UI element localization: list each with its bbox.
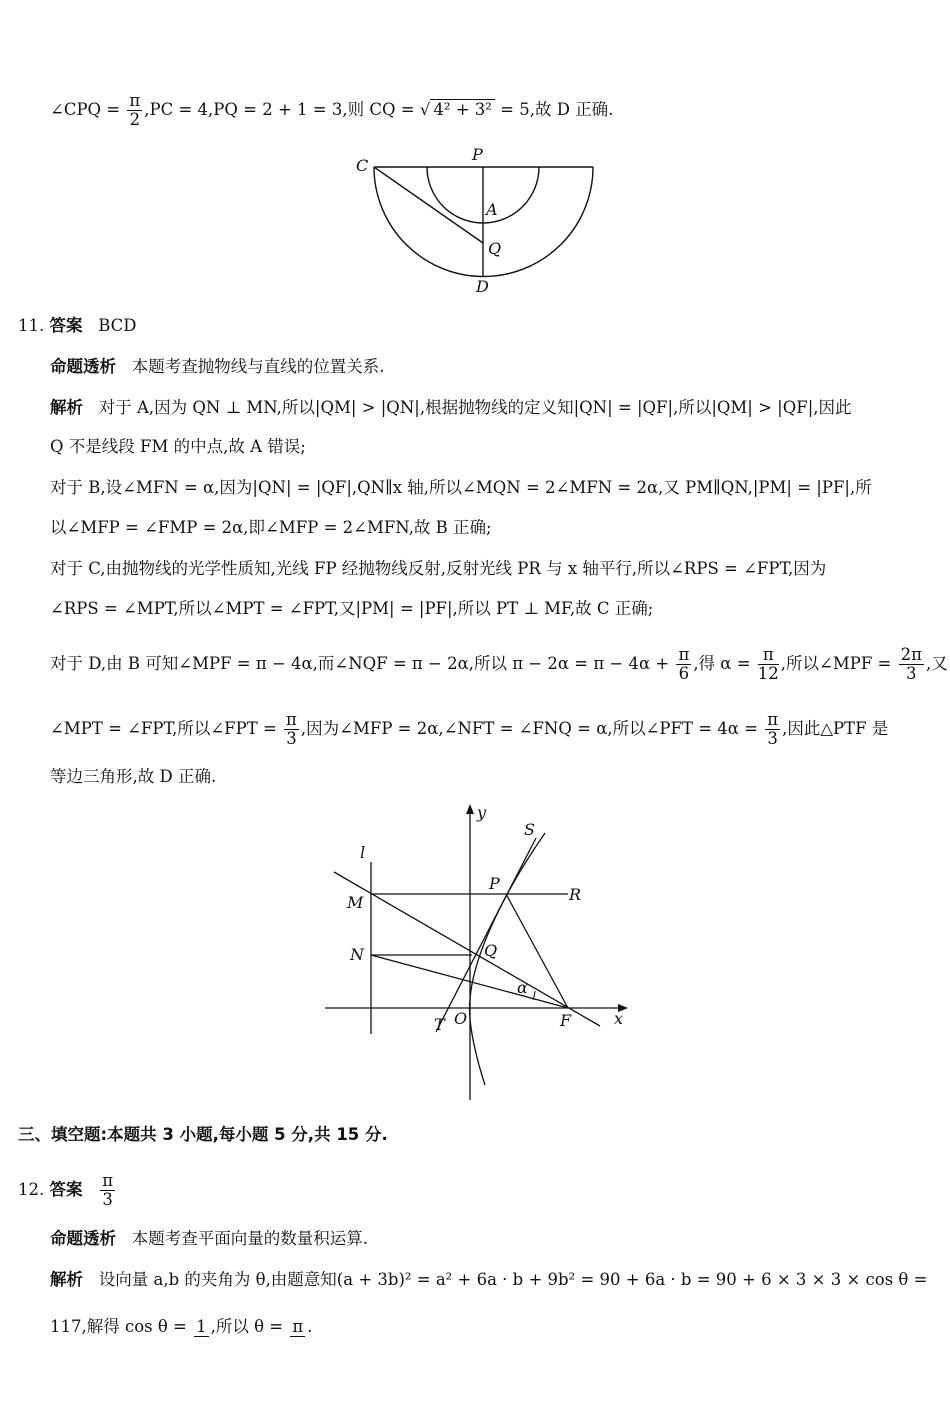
label-Q: Q <box>488 239 502 258</box>
q11-analysis-line-2: Q 不是线段 FM 的中点,故 A 错误; <box>50 437 306 456</box>
fraction: 1 <box>196 1317 207 1336</box>
label-P: P <box>489 874 500 893</box>
label-S: S <box>524 820 535 839</box>
p10-conclusion-line: ∠CPQ = $\frac{\pi}{2}$ ,PC = 4,PQ = 2 + 1 = 3,则 CQ = √ 4² + 3² = 5,故 D 正确. <box>50 91 614 129</box>
semicircle-figure <box>340 140 620 300</box>
label-R: R <box>569 885 582 904</box>
q11-analysis-line-6: ∠RPS = ∠MPT,所以∠MPT = ∠FPT,又|PM| = |PF|,所以 PT ⊥ MF,故 C 正确; <box>50 599 654 618</box>
q12-analysis-line-1: 解析 设向量 a,b 的夹角为 θ,由题意知(a + 3b)² = a² + 6a · b + 9b² = 90 + 6a · b = 90 + 6 × 3 × 3 × cos θ = <box>50 1270 928 1289</box>
label-N: N <box>350 945 364 964</box>
label-l: l <box>360 843 366 862</box>
label-T: T <box>434 1015 445 1034</box>
fraction: $\frac{\pi}{6}$ <box>678 645 690 683</box>
label-C: C <box>356 156 369 175</box>
q11-analysis-line-4: 以∠MFP = ∠FMP = 2α,即∠MFP = 2∠MFN,故 B 正确; <box>50 518 492 537</box>
q11-analysis-line-3: 对于 B,设∠MFN = α,因为|QN| = |QF|,QN∥x 轴,所以∠MQN = 2∠MFN = 2α,又 PM∥QN,|PM| = |PF|,所 <box>50 478 872 497</box>
parabola-curve <box>470 833 545 1085</box>
q11-analysis-line-5: 对于 C,由抛物线的光学性质知,光线 FP 经抛物线反射,反射光线 PR 与 x 轴平行,所以∠RPS = ∠FPT,因为 <box>50 559 827 578</box>
q11-analysis-line-9: 等边三角形,故 D 正确. <box>50 767 217 786</box>
sqrt-expression: √ 4² + 3² <box>420 99 495 119</box>
label-O: O <box>454 1009 468 1028</box>
fraction: π <box>292 1317 304 1336</box>
fraction: $\frac{\pi}{3}$ <box>767 710 779 748</box>
label-y: y <box>477 803 487 822</box>
y-axis-arrow-icon <box>466 804 474 814</box>
line-MF <box>334 872 600 1026</box>
parabola-figure <box>320 800 640 1100</box>
q11-analysis-line-1: 解析 对于 A,因为 QN ⊥ MN,所以|QM| > |QN|,根据抛物线的定义知|QN| = |QF|,所以|QM| > |QF|,因此 <box>50 398 852 417</box>
q11-answer-line: 11. 答案 BCD <box>18 316 137 335</box>
q12-analysis-line-2: 117,解得 cos θ = 1 ,所以 θ = π . <box>50 1317 313 1336</box>
tangent-TS <box>436 838 536 1032</box>
label-A: A <box>486 200 498 219</box>
label-Q: Q <box>484 941 498 960</box>
answer-fraction: $\frac{\pi}{3}$ <box>102 1171 114 1209</box>
q12-answer-line: 12. 答案 $\frac{\pi}{3}$ <box>18 1171 114 1209</box>
segment-PF <box>506 894 568 1008</box>
label-M: M <box>347 893 364 912</box>
label-P: P <box>472 145 483 164</box>
fraction: $\frac{\pi}{3}$ <box>286 710 297 748</box>
label-F: F <box>560 1011 572 1030</box>
fraction: $\frac{2\pi}{3}$ <box>900 645 922 683</box>
section-heading: 三、填空题:本题共 3 小题,每小题 5 分,共 15 分. <box>18 1125 388 1144</box>
label-alpha: α <box>517 978 528 997</box>
q11-insight-line: 命题透析 本题考查抛物线与直线的位置关系. <box>50 357 385 376</box>
label-x: x <box>614 1009 624 1028</box>
q12-insight-line: 命题透析 本题考查平面向量的数量积运算. <box>50 1229 368 1248</box>
fraction-pi-over-2: $\frac{\pi}{2}$ <box>129 91 141 129</box>
label-D: D <box>476 277 489 296</box>
fraction: $\frac{\pi}{12}$ <box>757 645 779 683</box>
q11-analysis-line-8: ∠MPT = ∠FPT,所以∠FPT = $\frac{\pi}{3}$ ,因为∠MFP = 2α,∠NFT = ∠FNQ = α,所以∠PFT = 4α = $\frac{\pi}{3}$ ,因此△PTF 是 <box>50 710 889 748</box>
q11-analysis-line-7: 对于 D,由 B 可知∠MPF = π − 4α,而∠NQF = π − 2α,所以 π − 2α = π − 4α + $\frac{\pi}{6}$ ,得 α = $\frac{\pi}{12}$ ,所以∠MPF = $\frac{2\pi}{3}$ ,又 <box>50 645 948 683</box>
